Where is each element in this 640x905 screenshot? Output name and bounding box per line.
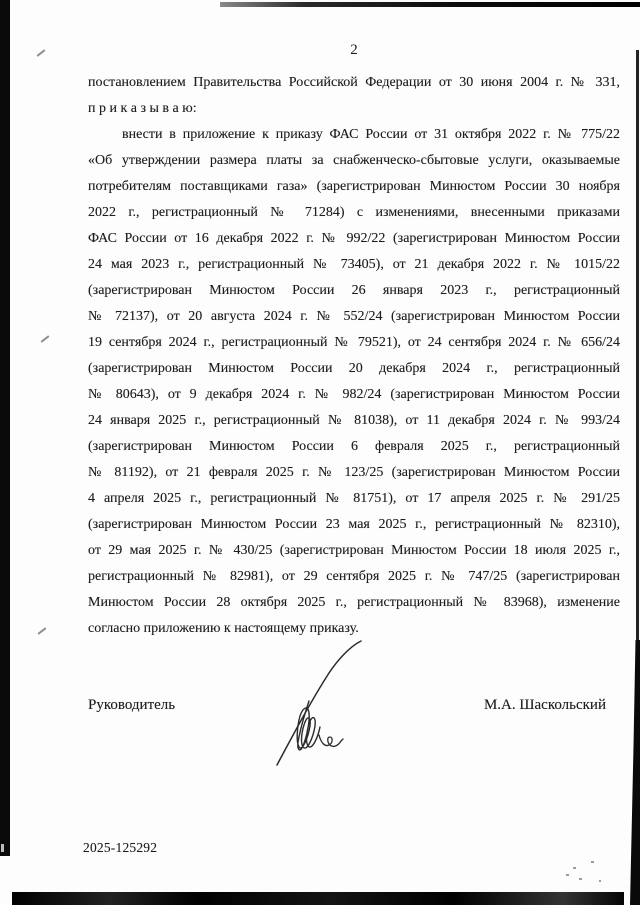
document-code: 2025-125292	[83, 840, 158, 855]
text-line: № 72137), от 20 августа 2024 г. № 552/24 (зарегистрирован Минюстом России	[88, 309, 620, 324]
page-number: 2	[350, 42, 358, 58]
scan-speck	[573, 867, 576, 869]
text-line: от 29 мая 2025 г. № 430/25 (зарегистрирован Минюстом России 18 июля 2025 г.,	[88, 543, 620, 558]
text-line: (зарегистрирован Минюстом России 20 декабря 2024 г., регистрационный	[88, 361, 620, 376]
scan-artifact-right-line	[636, 50, 639, 642]
text-line: (зарегистрирован Минюстом России 26 января 2023 г., регистрационный	[88, 283, 620, 298]
text-line: (зарегистрирован Минюстом России 6 февраля 2025 г., регистрационный	[88, 439, 620, 454]
text-line: 24 января 2025 г., регистрационный № 81038), от 11 декабря 2024 г. № 993/24	[88, 413, 620, 428]
text-line: внести в приложение к приказу ФАС России от 31 октября 2022 г. № 775/22	[122, 127, 620, 142]
text-line: согласно приложению к настоящему приказу.	[88, 621, 359, 636]
scan-speck	[599, 880, 601, 882]
text-line: (зарегистрирован Минюстом России 23 мая 2025 г., регистрационный № 82310),	[88, 517, 620, 532]
text-line: «Об утверждении размера платы за снабженческо-сбытовые услуги, оказываемые	[88, 153, 620, 168]
scan-artifact-bottom-bar	[12, 892, 624, 905]
pen-mark	[36, 49, 45, 57]
order-body-text	[88, 70, 620, 642]
scan-artifact-left-bar	[0, 0, 10, 856]
signature-block	[88, 697, 620, 714]
signatory-role: Руководитель	[88, 697, 176, 713]
pen-mark	[37, 627, 46, 635]
scan-speck	[566, 874, 569, 876]
text-line-prikazyvayu: п р и к а з ы в а ю:	[88, 101, 197, 116]
scan-speck	[591, 861, 594, 863]
text-line: № 80643), от 9 декабря 2024 г. № 982/24 (зарегистрирован Минюстом России	[88, 387, 620, 402]
scan-speck	[579, 878, 582, 880]
text-line: 2022 г., регистрационный № 71284) с изменениями, внесенными приказами	[88, 205, 620, 220]
scan-speck	[1, 844, 4, 852]
text-line: 4 апреля 2025 г., регистрационный № 81751), от 17 апреля 2025 г. № 291/25	[88, 491, 620, 506]
text-line: регистрационный № 82981), от 29 сентября 2025 г. № 747/25 (зарегистрирован	[88, 569, 620, 584]
text-line: 24 мая 2023 г., регистрационный № 73405), от 21 декабря 2022 г. № 1015/22	[88, 257, 620, 272]
text-line: Минюстом России 28 октября 2025 г., регистрационный № 83968), изменение	[88, 595, 620, 610]
scan-artifact-top-line	[220, 2, 640, 7]
pen-mark	[40, 335, 49, 343]
signatory-name: М.А. Шаскольский	[483, 697, 606, 713]
scan-artifact-right-bar	[630, 640, 640, 905]
text-line: потребителям поставщиками газа» (зарегистрирован Минюстом России 30 ноября	[88, 179, 620, 194]
text-line: 19 сентября 2024 г., регистрационный № 79521), от 24 сентября 2024 г. № 656/24	[88, 335, 620, 350]
text-line: ФАС России от 16 декабря 2022 г. № 992/22 (зарегистрирован Минюстом России	[88, 231, 620, 246]
text-line: постановлением Правительства Российской Федерации от 30 июня 2004 г. № 331,	[88, 75, 620, 90]
text-line: № 81192), от 21 февраля 2025 г. № 123/25 (зарегистрирован Минюстом России	[88, 465, 620, 480]
